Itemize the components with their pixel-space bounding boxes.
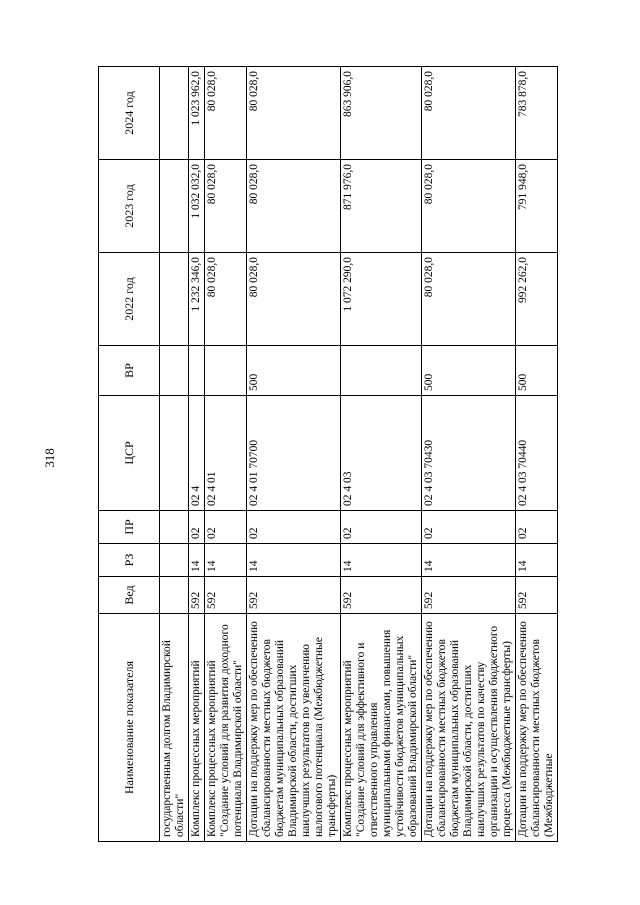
col-header-2023: 2023 год (99, 160, 160, 253)
cell-rz (160, 544, 189, 577)
col-header-pr: ПР (99, 511, 160, 544)
col-header-name: Наименование показателя (99, 614, 160, 842)
col-header-csr: ЦСР (99, 396, 160, 511)
cell-2023 (160, 160, 189, 253)
cell-ved: 592 (422, 577, 516, 614)
cell-csr (160, 396, 189, 511)
cell-2023: 871 976,0 (341, 160, 422, 253)
cell-2024 (160, 67, 189, 160)
table-row (205, 67, 247, 842)
cell-ved: 592 (341, 577, 422, 614)
table-row (189, 67, 205, 842)
cell-2022: 1 232 346,0 (189, 253, 205, 346)
cell-rz: 14 (205, 544, 247, 577)
cell-2022: 80 028,0 (247, 253, 341, 346)
cell-ved: 592 (189, 577, 205, 614)
table-row (341, 67, 422, 842)
cell-name: Дотации на поддержку мер по обеспечению сбалансированности местных бюджетов бюджетам муниципальных образований Владимирской области, достигших наилучших результатов по качеству организации и осуществления бюджетного процесса (Межбюджетные трансферты) (422, 614, 516, 842)
cell-2022 (160, 253, 189, 346)
cell-name: Дотации на поддержку мер по обеспечению сбалансированности местных бюджетов бюджетам муниципальных образований Владимирской области, достигших наилучших результатов по увеличению налогового потенциала (Межбюджетные трансферты) (247, 614, 341, 842)
cell-pr (160, 511, 189, 544)
cell-name: Дотации на поддержку мер по обеспечению сбалансированности местных бюджетов (Межбюджетные (516, 614, 558, 842)
cell-pr: 02 (247, 511, 341, 544)
cell-2024: 1 023 962,0 (189, 67, 205, 160)
cell-name: государственным долгом Владимирской области" (160, 614, 189, 842)
cell-vr (160, 346, 189, 396)
cell-2022: 80 028,0 (205, 253, 247, 346)
cell-ved: 592 (205, 577, 247, 614)
cell-2024: 80 028,0 (205, 67, 247, 160)
cell-name: Комплекс процессных мероприятий "Создание условий для эффективного и ответственного управления муниципальными финансами, повышения устойчивости бюджетов муниципальных образований Владимирской области" (341, 614, 422, 842)
cell-2024: 863 906,0 (341, 67, 422, 160)
cell-rz: 14 (247, 544, 341, 577)
col-header-ved: Вед (99, 577, 160, 614)
cell-2022: 1 072 290,0 (341, 253, 422, 346)
cell-2023: 80 028,0 (422, 160, 516, 253)
table-row (516, 67, 558, 842)
cell-2022: 80 028,0 (422, 253, 516, 346)
table-row (247, 67, 341, 842)
cell-csr: 02 4 03 70440 (516, 396, 558, 511)
budget-table (98, 66, 558, 842)
cell-vr: 500 (247, 346, 341, 396)
col-header-2022: 2022 год (99, 253, 160, 346)
cell-vr: 500 (422, 346, 516, 396)
col-header-2024: 2024 год (99, 67, 160, 160)
cell-pr: 02 (205, 511, 247, 544)
header-row (99, 67, 160, 842)
cell-rz: 14 (341, 544, 422, 577)
cell-pr: 02 (341, 511, 422, 544)
cell-2024: 80 028,0 (422, 67, 516, 160)
cell-pr: 02 (189, 511, 205, 544)
cell-vr: 500 (516, 346, 558, 396)
cell-ved (160, 577, 189, 614)
cell-2024: 80 028,0 (247, 67, 341, 160)
cell-csr: 02 4 01 (205, 396, 247, 511)
col-header-vr: ВР (99, 346, 160, 396)
page-number: 318 (42, 448, 57, 468)
col-header-rz: РЗ (99, 544, 160, 577)
cell-name: Комплекс процессных мероприятий "Создание условий для развития доходного потенциала Владимирской области" (205, 614, 247, 842)
cell-rz: 14 (516, 544, 558, 577)
cell-2023: 80 028,0 (205, 160, 247, 253)
table-row (160, 67, 189, 842)
rotated-table-container (98, 67, 588, 842)
cell-rz: 14 (422, 544, 516, 577)
cell-2023: 80 028,0 (247, 160, 341, 253)
cell-2024: 783 878,0 (516, 67, 558, 160)
cell-ved: 592 (247, 577, 341, 614)
cell-csr: 02 4 (189, 396, 205, 511)
cell-csr: 02 4 03 (341, 396, 422, 511)
cell-pr: 02 (516, 511, 558, 544)
cell-ved: 592 (516, 577, 558, 614)
cell-vr (341, 346, 422, 396)
cell-2023: 791 948,0 (516, 160, 558, 253)
cell-2022: 992 262,0 (516, 253, 558, 346)
cell-rz: 14 (189, 544, 205, 577)
cell-vr (189, 346, 205, 396)
cell-name: Комплекс процессных мероприятий (189, 614, 205, 842)
cell-csr: 02 4 03 70430 (422, 396, 516, 511)
cell-pr: 02 (422, 511, 516, 544)
cell-vr (205, 346, 247, 396)
cell-2023: 1 032 032,0 (189, 160, 205, 253)
cell-csr: 02 4 01 70700 (247, 396, 341, 511)
table-row (422, 67, 516, 842)
